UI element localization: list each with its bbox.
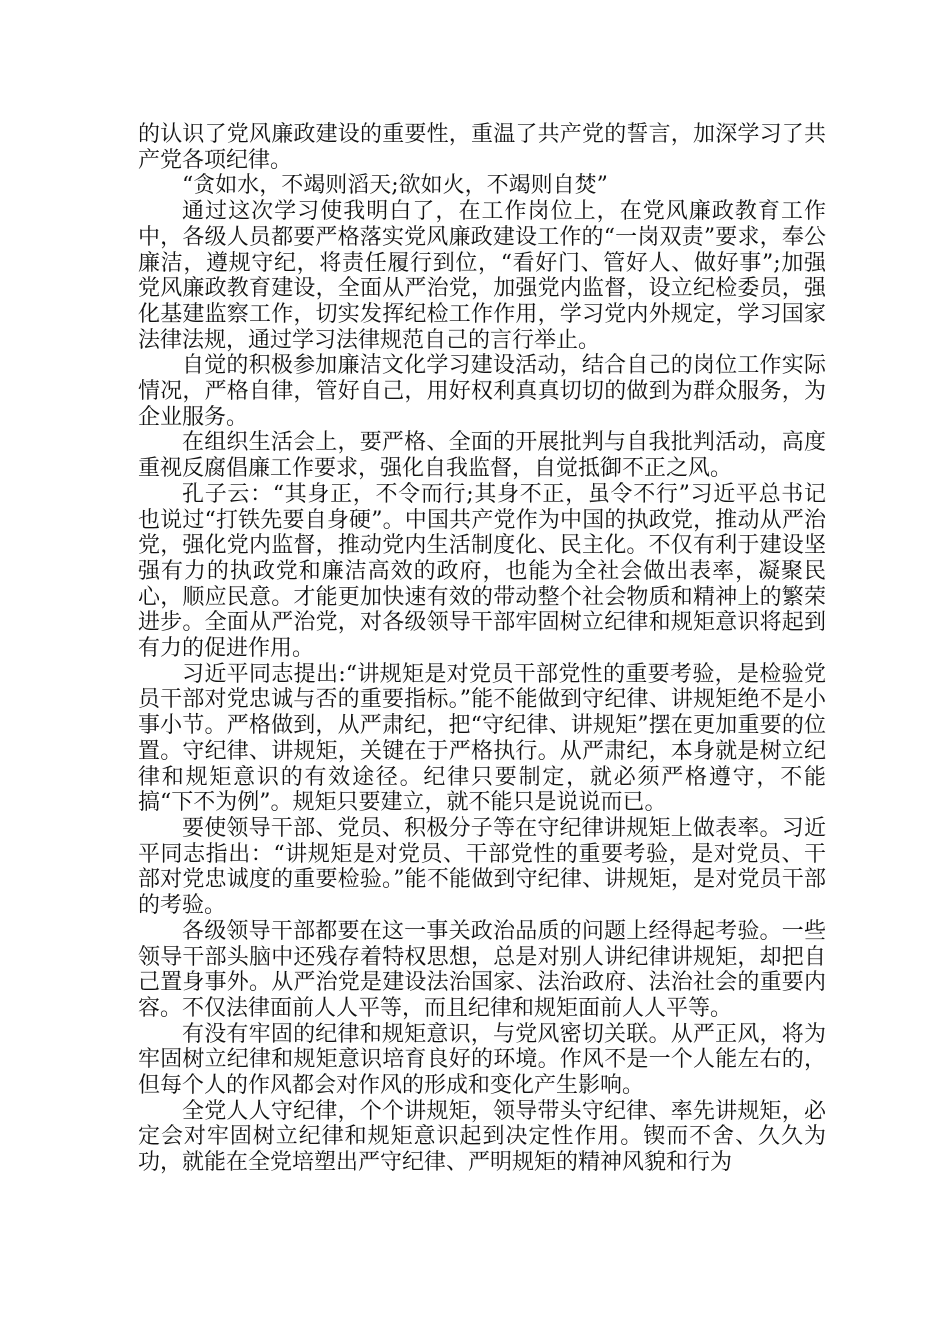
paragraph: 自觉的积极参加廉洁文化学习建设活动，结合自己的岗位工作实际情况，严格自律，管好自己，用好权利真真切切的做到为群众服务，为企业服务。: [138, 353, 826, 430]
paragraph: 的认识了党风廉政建设的重要性，重温了共产党的誓言，加深学习了共产党各项纪律。: [138, 122, 826, 173]
paragraph: 各级领导干部都要在这一事关政治品质的问题上经得起考验。一些领导干部头脑中还残存着特权思想，总是对别人讲纪律讲规矩，却把自己置身事外。从严治党是建设法治国家、法治政府、法治社会的重要内容。不仅法律面前人人平等，而且纪律和规矩面前人人平等。: [138, 918, 826, 1021]
paragraph: 通过这次学习使我明白了，在工作岗位上，在党风廉政教育工作中，各级人员都要严格落实党风廉政建设工作的“一岗双责”要求，奉公廉洁，遵规守纪，将责任履行到位，“看好门、管好人、做好事”;加强党风廉政教育建设，全面从严治党，加强党内监督，设立纪检委员，强化基建监察工作，切实发挥纪检工作作用，学习党内外规定，学习国家法律法规，通过学习法律规范自己的言行举止。: [138, 199, 826, 353]
paragraph: 孔子云：“其身正，不令而行;其身不正，虽令不行”习近平总书记也说过“打铁先要自身硬”。中国共产党作为中国的执政党，推动从严治党，强化党内监督，推动党内生活制度化、民主化。不仅有利于建设坚强有力的执政党和廉洁高效的政府，也能为全社会做出表率，凝聚民心，顺应民意。才能更加快速有效的带动整个社会物质和精神上的繁荣进步。全面从严治党，对各级领导干部牢固树立纪律和规矩意识将起到有力的促进作用。: [138, 481, 826, 662]
paragraph: 有没有牢固的纪律和规矩意识，与党风密切关联。从严正风，将为牢固树立纪律和规矩意识培育良好的环境。作风不是一个人能左右的，但每个人的作风都会对作风的形成和变化产生影响。: [138, 1021, 826, 1099]
paragraph: “贪如水，不竭则滔天;欲如火，不竭则自焚”: [182, 173, 608, 199]
paragraph: 在组织生活会上，要严格、全面的开展批判与自我批判活动，高度重视反腐倡廉工作要求，强化自我监督，自觉抵御不正之风。: [138, 430, 826, 482]
document-page: [138, 122, 826, 1176]
paragraph: 要使领导干部、党员、积极分子等在守纪律讲规矩上做表率。习近平同志指出：“讲规矩是对党员、干部党性的重要考验，是对党员、干部对党忠诚度的重要检验。”能不能做到守纪律、讲规矩，是对党员干部的考验。: [138, 815, 826, 919]
paragraph: 全党人人守纪律，个个讲规矩，领导带头守纪律、率先讲规矩，必定会对牢固树立纪律和规矩意识起到决定性作用。锲而不舍、久久为功，就能在全党培塑出严守纪律、严明规矩的精神风貌和行为: [138, 1098, 826, 1176]
paragraph: 习近平同志提出:“讲规矩是对党员干部党性的重要考验，是检验党员干部对党忠诚与否的重要指标。”能不能做到守纪律、讲规矩绝不是小事小节。严格做到，从严肃纪，把“守纪律、讲规矩”摆在更加重要的位置。守纪律、讲规矩，关键在于严格执行。从严肃纪，本身就是树立纪律和规矩意识的有效途径。纪律只要制定，就必须严格遵守，不能搞“下不为例”。规矩只要建立，就不能只是说说而已。: [138, 661, 826, 816]
